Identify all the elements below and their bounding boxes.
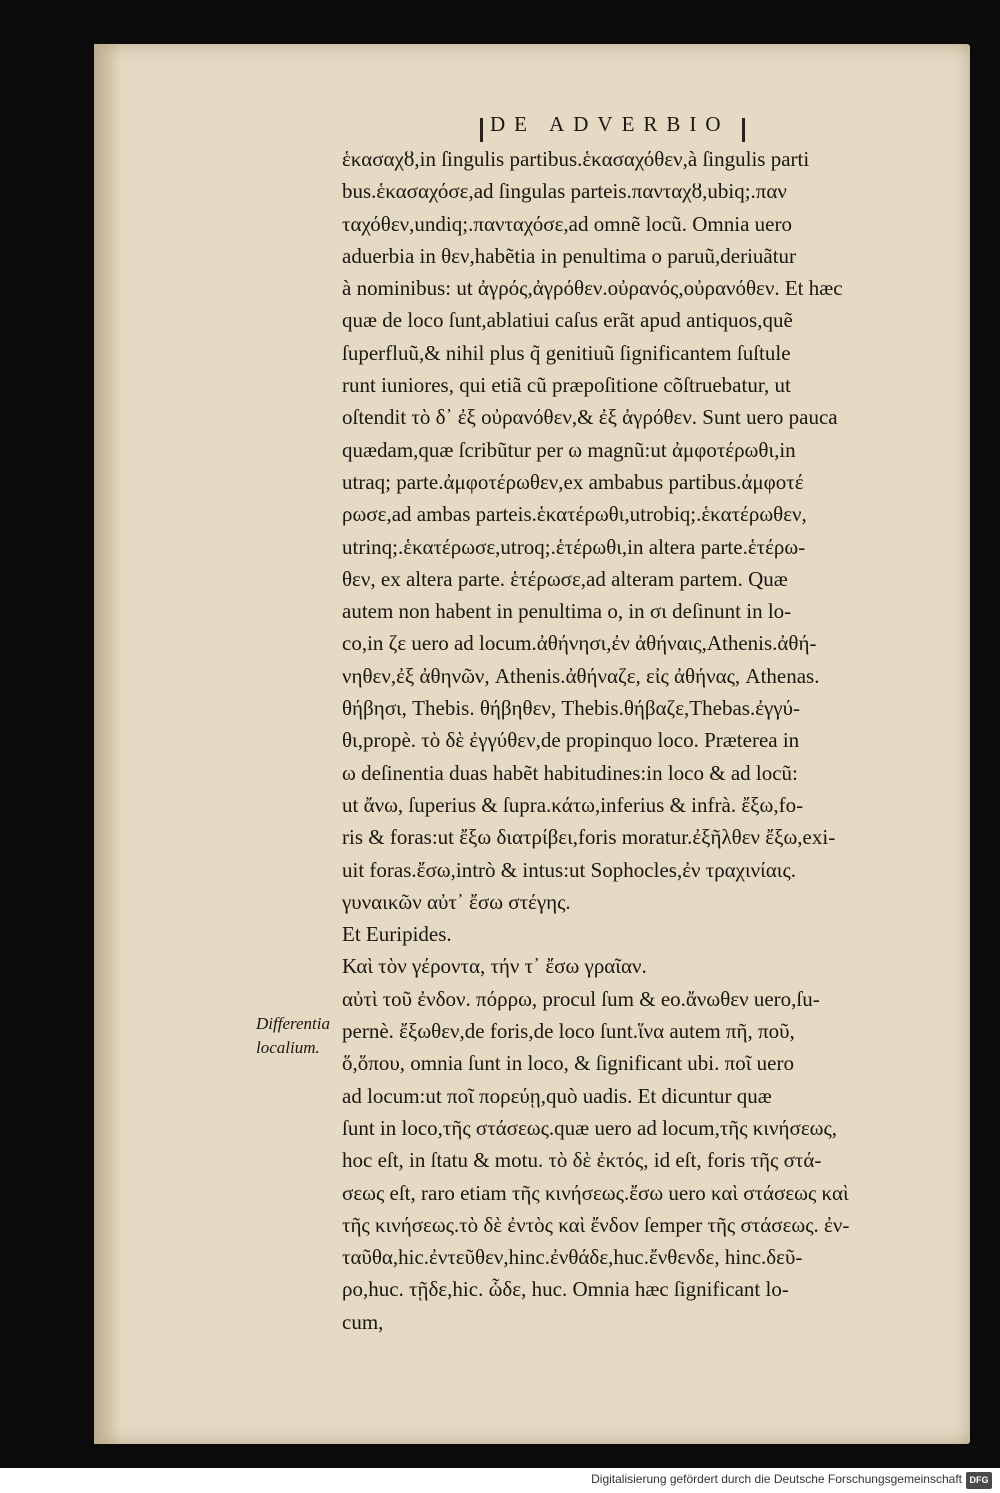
- margin-note-line: Differentia: [256, 1014, 330, 1033]
- page-gutter-shadow: [94, 44, 122, 1444]
- text-line: αὐτὶ τοῦ ἐνδον. πόρρω, procul ſum & eo.ἄνωθεν uero,ſu-: [342, 986, 820, 1011]
- body-text: [342, 143, 912, 1338]
- text-line: ω deſinentia duas habẽt habitudines:in loco & ad locũ:: [342, 760, 798, 785]
- margin-note-line: localium.: [256, 1038, 320, 1057]
- text-line: Et Euripides.: [342, 922, 452, 947]
- text-line: θήβησι, Thebis. θήβηθεν, Thebis.θήβαζε,Thebas.ἐγγύ-: [342, 696, 800, 721]
- text-line: ris & foras:ut ἔξω διατρίβει,foris moratur.ἐξῆλθεν ἔξω,exi-: [342, 825, 836, 850]
- text-line: ſunt in loco,τῆς στάσεως.quæ uero ad locum,τῆς κινήσεως,: [342, 1115, 838, 1140]
- text-line: aduerbia in θεν,habẽtia in penultima ο paruũ,deriuãtur: [342, 243, 797, 268]
- text-line: ſuperfluũ,& nihil plus q̃ genitiuũ ſignificantem ſuſtule: [342, 340, 791, 365]
- text-line: Καὶ τὸν γέροντα, τήν τ᾽ ἔσω γραῖαν.: [342, 954, 647, 979]
- text-line: utrinq;.ἑκατέρωσε,utroq;.ἑτέρωθι,in altera parte.ἑτέρω-: [342, 534, 806, 559]
- text-line: νηθεν,ἐξ ἀθηνῶν, Athenis.ἀθήναζε, εἰς ἀθήνας, Athenas.: [342, 663, 820, 688]
- text-line: θεν, ex altera parte. ἑτέρωσε,ad alteram partem. Quæ: [342, 566, 788, 591]
- text-line: utraq; parte.ἀμφοτέρωθεν,ex ambabus partibus.ἀμφοτέ: [342, 469, 804, 494]
- text-line: uit foras.ἔσω,intrò & intus:ut Sophocles,ἐν τραχινίαις.: [342, 857, 797, 882]
- text-line: ὅ,ὅπου, omnia ſunt in loco, & ſignificant ubi. ποῖ uero: [342, 1051, 794, 1076]
- text-line: γυναικῶν αὐτ᾽ ἔσω στέγης.: [342, 889, 571, 914]
- running-head-right-rule: [742, 118, 745, 142]
- text-line: ταῦθα,hic.ἐντεῦθεν,hinc.ἐνθάδε,huc.ἔνθενδε, hinc.δεῦ-: [342, 1245, 803, 1270]
- text-line: θι,propè. τὸ δὲ ἐγγύθεν,de propinquo loco. Præterea in: [342, 728, 800, 753]
- running-head-left-rule: [480, 118, 483, 142]
- text-line: quædam,quæ ſcribũtur per ω magnũ:ut ἀμφοτέρωθι,in: [342, 437, 796, 462]
- dfg-logo: DFG: [966, 1472, 992, 1489]
- text-line: ad locum:ut ποῖ πορεύῃ,quò uadis. Et dicuntur quæ: [342, 1083, 772, 1108]
- text-line: σεως eſt, raro etiam τῆς κινήσεως.ἔσω uero καὶ στάσεως καὶ: [342, 1180, 849, 1205]
- text-line: ἑκασαχȣ,in ſingulis partibus.ἑκασαχόθεν,à ſingulis parti: [342, 147, 810, 171]
- text-line: runt iuniores, qui etiã cũ præpoſitione cõſtruebatur, ut: [342, 373, 791, 398]
- running-head: DE ADVERBIO: [490, 112, 730, 136]
- text-line: quæ de loco ſunt,ablatiui caſus erãt apud antiquos,quẽ: [342, 308, 793, 333]
- text-line: τῆς κινήσεως.τὸ δὲ ἐντὸς καὶ ἔνδον ſemper τῆς στάσεως. ἐν-: [342, 1212, 850, 1237]
- text-line: co,in ζε uero ad locum.ἀθήνησι,ἐν ἀθήναις,Athenis.ἀθή-: [342, 631, 817, 656]
- text-line: bus.ἑκασαχόσε,ad ſingulas parteis.πανταχȣ,ubiq;.παν: [342, 179, 787, 204]
- text-line: ρο,huc. τῇδε,hic. ὧδε, huc. Omnia hæc ſignificant lo-: [342, 1277, 789, 1302]
- text-line: oſtendit τὸ δ᾽ ἐξ οὐρανόθεν,& ἐξ ἀγρόθεν. Sunt uero pauca: [342, 405, 838, 430]
- text-line: autem non habent in penultima ο, in σι deſinunt in lo-: [342, 599, 792, 624]
- margin-note: [256, 1012, 346, 1060]
- text-line: à nominibus: ut ἀγρός,ἀγρόθεν.οὐρανός,οὐρανόθεν. Et hæc: [342, 276, 843, 301]
- text-line: ταχόθεν,undiq;.πανταχόσε,ad omnẽ locũ. Omnia uero: [342, 211, 792, 236]
- text-line: cum,: [342, 1309, 384, 1334]
- text-line: ut ἄνω, ſuperius & ſupra.κάτω,inferius & infrà. ἔξω,fo-: [342, 792, 804, 817]
- footer-credit: Digitalisierung gefördert durch die Deutsche Forschungsgemeinschaft: [591, 1472, 962, 1486]
- text-line: pernè. ἔξωθεν,de foris,de loco ſunt.ἵνα autem πῆ, ποῦ,: [342, 1019, 795, 1044]
- footer-bar: [0, 1468, 1000, 1493]
- text-line: ρωσε,ad ambas parteis.ἑκατέρωθι,utrobiq;.ἑκατέρωθεν,: [342, 502, 807, 527]
- text-line: hoc eſt, in ſtatu & motu. τὸ δὲ ἐκτός, id eſt, foris τῆς στά-: [342, 1148, 822, 1173]
